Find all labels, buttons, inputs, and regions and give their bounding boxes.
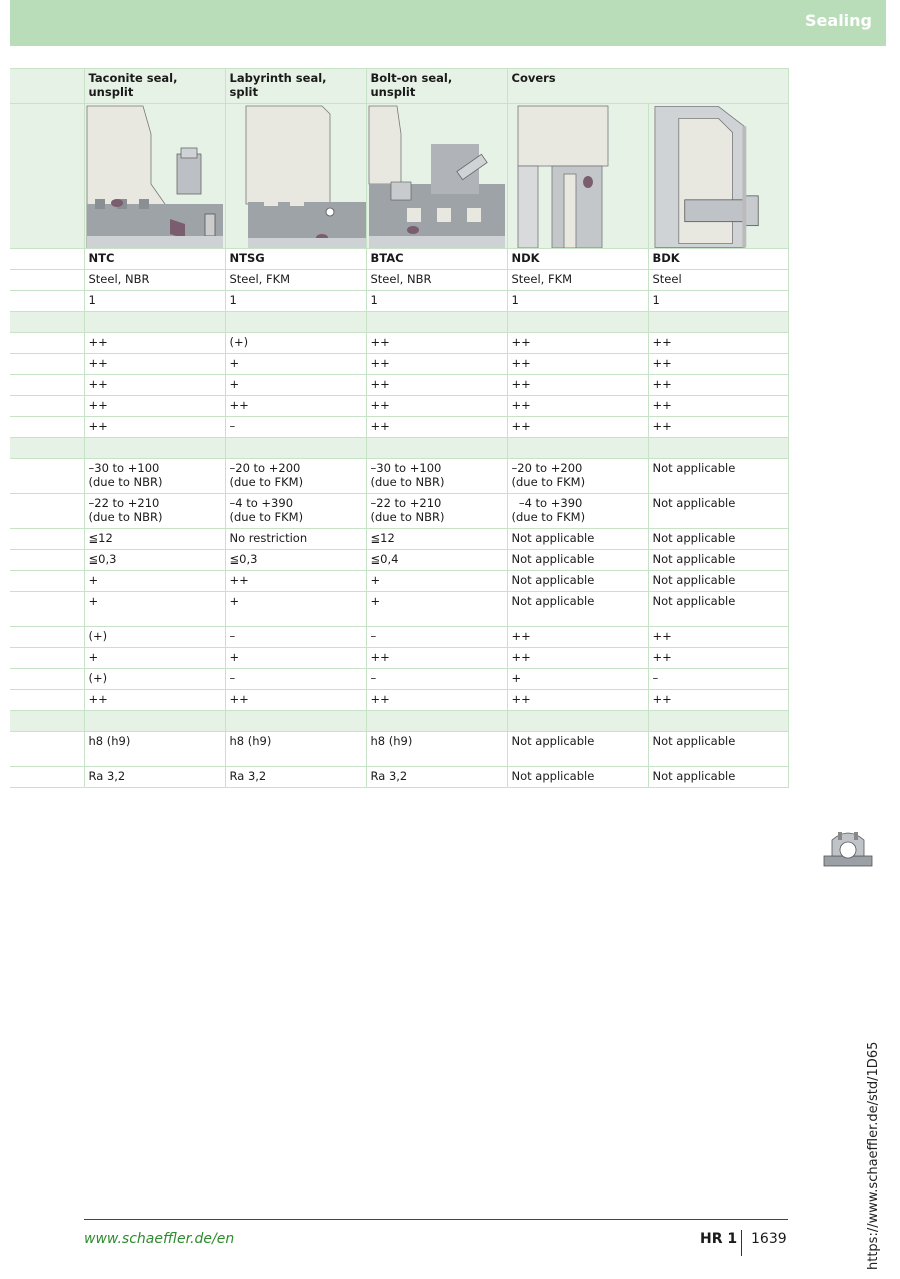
- ntsg-illustration: [225, 104, 366, 249]
- table-cell: Ra 3,2: [84, 767, 225, 788]
- table-cell: [366, 711, 507, 732]
- label-cell: [10, 732, 84, 767]
- table-row: [10, 494, 788, 529]
- table-cell: ++: [507, 627, 648, 648]
- table-cell: Not applicable: [507, 592, 648, 627]
- table-cell: ++: [648, 417, 788, 438]
- table-cell: –30 to +100 (due to NBR): [366, 459, 507, 494]
- table-cell: –22 to +210 (due to NBR): [84, 494, 225, 529]
- section-row: [10, 312, 788, 333]
- table-cell: ++: [648, 375, 788, 396]
- table-cell: ≦0,3: [225, 550, 366, 571]
- table-cell: [507, 711, 648, 732]
- table-cell: ++: [507, 648, 648, 669]
- btac-illustration: [366, 104, 507, 249]
- table-cell: [84, 312, 225, 333]
- table-cell: ++: [648, 648, 788, 669]
- table-row: [10, 669, 788, 690]
- table-cell: –: [225, 417, 366, 438]
- table-cell: –30 to +100 (due to NBR): [84, 459, 225, 494]
- table-cell: ++: [84, 396, 225, 417]
- table-cell: Steel, FKM: [507, 270, 648, 291]
- table-cell: (+): [84, 669, 225, 690]
- section-row: [10, 438, 788, 459]
- plummer-block-housing-icon: [822, 828, 874, 872]
- col-header-bolt-on: Bolt-on seal, unsplit: [366, 69, 507, 104]
- table-cell: –: [225, 627, 366, 648]
- table-cell: ++: [648, 354, 788, 375]
- label-cell: [10, 711, 84, 732]
- table-row: [10, 291, 788, 312]
- table-cell: Not applicable: [648, 767, 788, 788]
- table-cell: Not applicable: [507, 767, 648, 788]
- table-cell: 1: [84, 291, 225, 312]
- table-cell: Ra 3,2: [225, 767, 366, 788]
- table-cell: ++: [84, 690, 225, 711]
- table-cell: BTAC: [366, 249, 507, 270]
- table-cell: Not applicable: [507, 732, 648, 767]
- table-cell: Not applicable: [648, 550, 788, 571]
- table-row: [10, 417, 788, 438]
- table-cell: Not applicable: [648, 592, 788, 627]
- page-number: 1639: [751, 1231, 787, 1247]
- label-cell: [10, 312, 84, 333]
- table-cell: Not applicable: [507, 550, 648, 571]
- table-cell: +: [366, 592, 507, 627]
- table-cell: [507, 438, 648, 459]
- table-cell: ++: [507, 333, 648, 354]
- table-cell: +: [507, 669, 648, 690]
- table-cell: +: [84, 571, 225, 592]
- table-cell: [225, 312, 366, 333]
- table-cell: –: [225, 669, 366, 690]
- bdk-illustration: [648, 104, 788, 249]
- label-cell: [10, 669, 84, 690]
- table-cell: ++: [84, 417, 225, 438]
- table-cell: ++: [225, 571, 366, 592]
- table-row: [10, 592, 788, 627]
- footer-rule: [84, 1219, 788, 1220]
- label-cell: [10, 104, 84, 249]
- table-cell: ++: [366, 333, 507, 354]
- label-cell: [10, 249, 84, 270]
- table-cell: Not applicable: [648, 494, 788, 529]
- table-cell: –20 to +200 (due to FKM): [225, 459, 366, 494]
- table-cell: ++: [507, 417, 648, 438]
- table-cell: (+): [225, 333, 366, 354]
- table-cell: ++: [507, 375, 648, 396]
- table-cell: Not applicable: [507, 529, 648, 550]
- table-cell: ++: [648, 396, 788, 417]
- table-cell: BDK: [648, 249, 788, 270]
- label-cell: [10, 417, 84, 438]
- table-cell: ++: [366, 417, 507, 438]
- table-cell: +: [366, 571, 507, 592]
- label-cell: [10, 627, 84, 648]
- table-cell: ++: [225, 690, 366, 711]
- section-title: Sealing: [805, 11, 872, 30]
- table-cell: ++: [84, 375, 225, 396]
- table-cell: [84, 711, 225, 732]
- table-cell: [84, 438, 225, 459]
- table-cell: Not applicable: [507, 571, 648, 592]
- table-cell: ++: [225, 396, 366, 417]
- table-cell: –22 to +210 (due to NBR): [366, 494, 507, 529]
- col-header-labyrinth: Labyrinth seal, split: [225, 69, 366, 104]
- illustration-row: [10, 104, 788, 249]
- table-cell: –4 to +390 (due to FKM): [507, 494, 648, 529]
- table-row: [10, 690, 788, 711]
- table-cell: 1: [225, 291, 366, 312]
- table-cell: ≦12: [366, 529, 507, 550]
- table-header-row: [10, 69, 788, 104]
- table-cell: –: [366, 669, 507, 690]
- table-row: [10, 627, 788, 648]
- table-cell: Ra 3,2: [366, 767, 507, 788]
- table-cell: ≦0,4: [366, 550, 507, 571]
- table-row: [10, 354, 788, 375]
- table-row: [10, 732, 788, 767]
- table-cell: –: [648, 669, 788, 690]
- table-cell: ++: [648, 627, 788, 648]
- table-cell: [366, 438, 507, 459]
- table-cell: 1: [366, 291, 507, 312]
- ntc-illustration: [84, 104, 225, 249]
- table-cell: ++: [366, 375, 507, 396]
- table-row: [10, 375, 788, 396]
- table-cell: –4 to +390 (due to FKM): [225, 494, 366, 529]
- label-cell: [10, 396, 84, 417]
- label-cell: [10, 571, 84, 592]
- table-cell: Steel: [648, 270, 788, 291]
- table-row: [10, 249, 788, 270]
- table-cell: [648, 312, 788, 333]
- table-cell: +: [225, 592, 366, 627]
- table-cell: NDK: [507, 249, 648, 270]
- label-cell: [10, 333, 84, 354]
- table-cell: [507, 312, 648, 333]
- table-cell: No restriction: [225, 529, 366, 550]
- label-cell: [10, 529, 84, 550]
- table-cell: Not applicable: [648, 571, 788, 592]
- table-row: [10, 648, 788, 669]
- table-cell: +: [84, 648, 225, 669]
- label-cell: [10, 438, 84, 459]
- footer-separator: [741, 1230, 742, 1256]
- table-cell: ++: [366, 648, 507, 669]
- label-cell: [10, 375, 84, 396]
- table-cell: Not applicable: [648, 529, 788, 550]
- table-cell: ++: [84, 333, 225, 354]
- table-cell: +: [225, 648, 366, 669]
- table-cell: Steel, NBR: [366, 270, 507, 291]
- table-cell: NTC: [84, 249, 225, 270]
- table-row: [10, 550, 788, 571]
- table-cell: Steel, FKM: [225, 270, 366, 291]
- table-cell: ++: [648, 690, 788, 711]
- table-row: [10, 529, 788, 550]
- table-cell: ≦0,3: [84, 550, 225, 571]
- label-cell: [10, 354, 84, 375]
- table-cell: NTSG: [225, 249, 366, 270]
- table-cell: h8 (h9): [366, 732, 507, 767]
- table-cell: ++: [366, 690, 507, 711]
- table-cell: 1: [507, 291, 648, 312]
- table-row: [10, 396, 788, 417]
- footer-doc-code: HR 1: [700, 1231, 738, 1247]
- table-cell: +: [225, 354, 366, 375]
- table-cell: ++: [366, 396, 507, 417]
- label-cell: [10, 592, 84, 627]
- table-cell: ++: [507, 396, 648, 417]
- comparison-table: [10, 68, 789, 788]
- table-cell: ++: [648, 333, 788, 354]
- table-cell: h8 (h9): [84, 732, 225, 767]
- footer-website-link[interactable]: www.schaeffler.de/en: [84, 1231, 235, 1247]
- label-cell: [10, 270, 84, 291]
- table-cell: [366, 312, 507, 333]
- table-row: [10, 270, 788, 291]
- table-cell: ++: [507, 690, 648, 711]
- table-cell: ++: [84, 354, 225, 375]
- table-cell: ≦12: [84, 529, 225, 550]
- label-cell: [10, 648, 84, 669]
- table-cell: [225, 438, 366, 459]
- ndk-illustration: [507, 104, 648, 249]
- table-row: [10, 459, 788, 494]
- section-row: [10, 711, 788, 732]
- label-cell: [10, 459, 84, 494]
- label-cell: [10, 494, 84, 529]
- table-cell: +: [225, 375, 366, 396]
- label-cell: [10, 767, 84, 788]
- table-cell: –20 to +200 (due to FKM): [507, 459, 648, 494]
- table-cell: Not applicable: [648, 459, 788, 494]
- table-cell: [648, 438, 788, 459]
- col-header-covers: Covers: [507, 69, 788, 104]
- table-cell: h8 (h9): [225, 732, 366, 767]
- label-cell: [10, 690, 84, 711]
- table-row: [10, 333, 788, 354]
- table-cell: +: [84, 592, 225, 627]
- table-row: [10, 571, 788, 592]
- table-cell: 1: [648, 291, 788, 312]
- header-band: [10, 0, 886, 46]
- label-cell: [10, 291, 84, 312]
- table-cell: Steel, NBR: [84, 270, 225, 291]
- table-cell: [225, 711, 366, 732]
- table-cell: [648, 711, 788, 732]
- label-cell: [10, 550, 84, 571]
- col-header-taconite: Taconite seal, unsplit: [84, 69, 225, 104]
- label-cell: [10, 69, 84, 104]
- table-cell: –: [366, 627, 507, 648]
- table-cell: ++: [366, 354, 507, 375]
- table-row: [10, 767, 788, 788]
- table-cell: (+): [84, 627, 225, 648]
- table-cell: Not applicable: [648, 732, 788, 767]
- side-url: https://www.schaeffler.de/std/1D65: [866, 1041, 881, 1270]
- table-cell: ++: [507, 354, 648, 375]
